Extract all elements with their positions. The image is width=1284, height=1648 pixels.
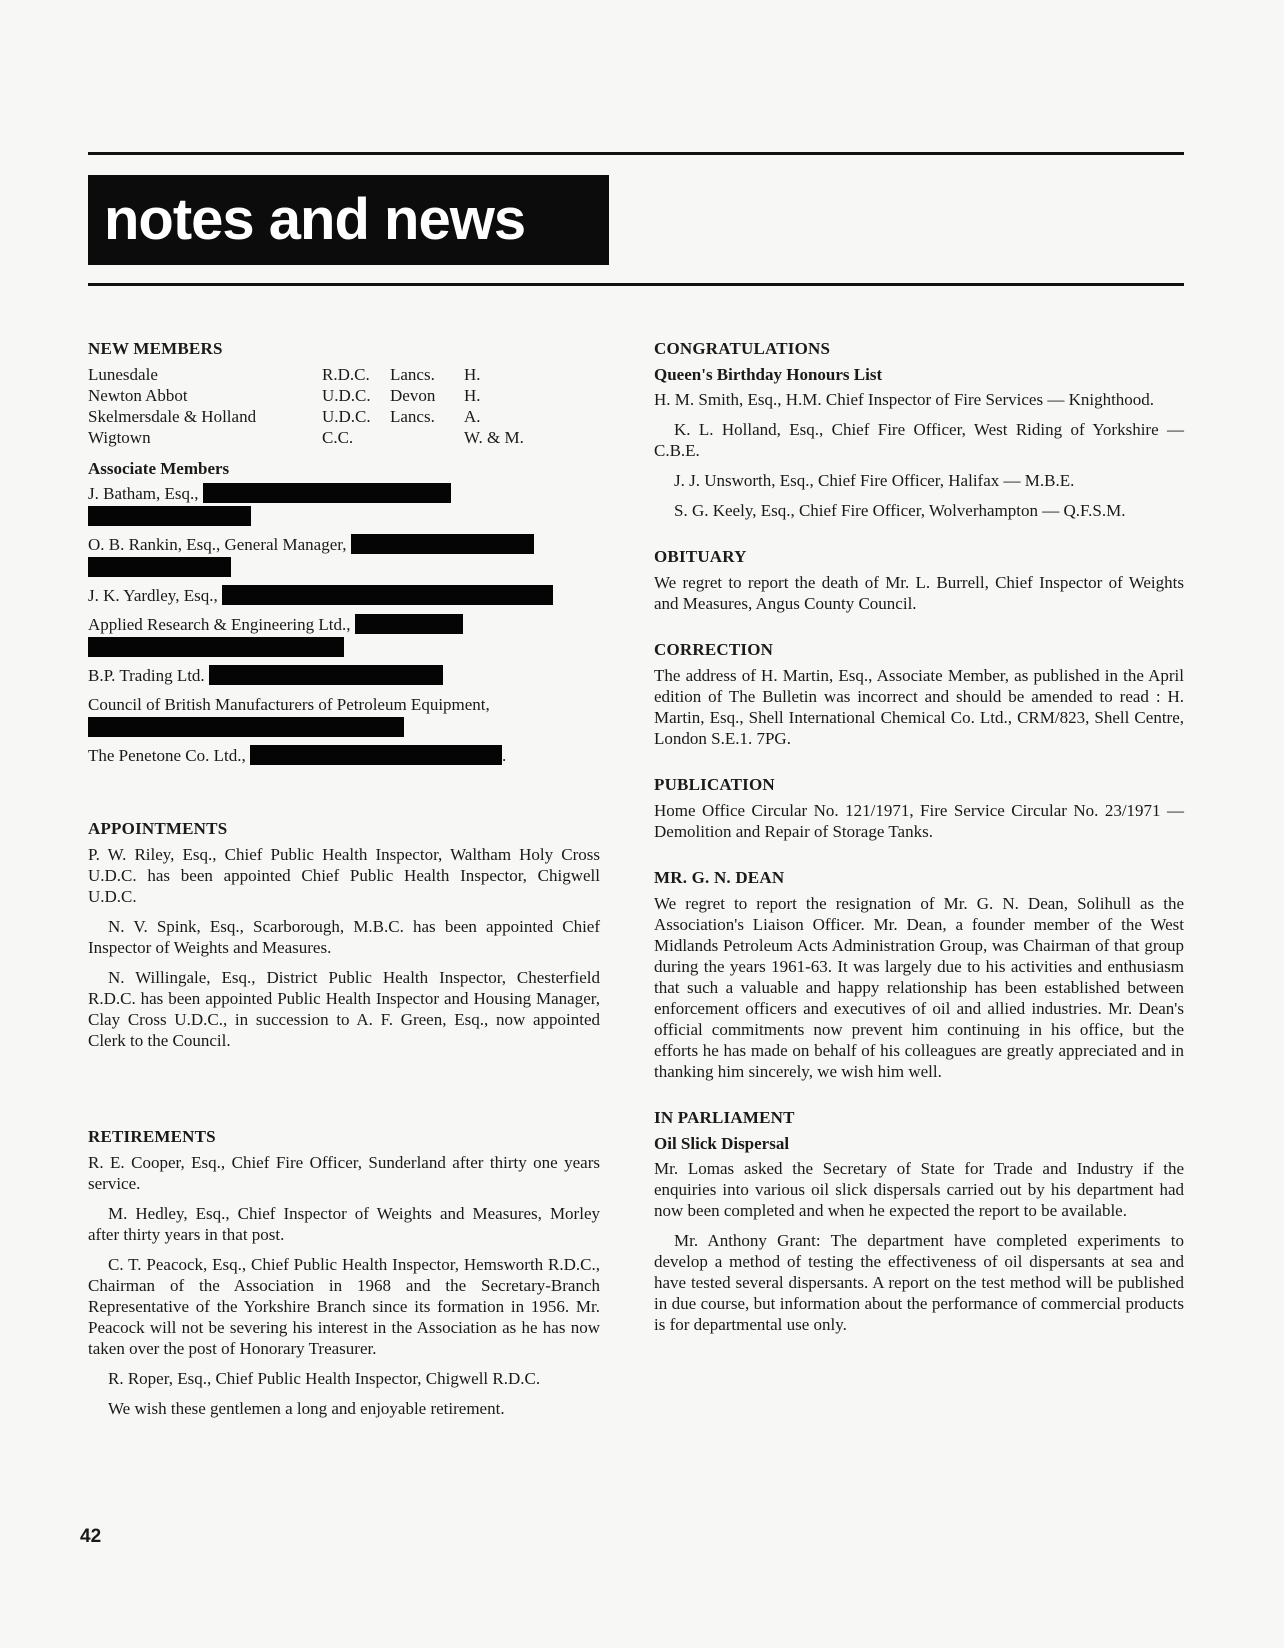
right-column <box>654 338 1184 1344</box>
paragraph: We regret to report the death of Mr. L. Burrell, Chief Inspector of Weights and Measures, Angus County Council. <box>654 573 1184 613</box>
honours-subheading: Queen's Birthday Honours List <box>654 365 883 384</box>
list-item: The Penetone Co. Ltd., . <box>88 746 507 765</box>
list-item: J. Batham, Esq., <box>88 483 600 526</box>
list-item: J. K. Yardley, Esq., <box>88 585 600 606</box>
paragraph: N. Willingale, Esq., District Public Health Inspector, Chesterfield R.D.C. has been appointed Public Health Inspector and Housing Manager, Clay Cross U.D.C., in succession to A. F. Green, Esq., now appointed Clerk to the Council. <box>88 968 600 1050</box>
congratulations-heading: CONGRATULATIONS <box>654 339 831 358</box>
paragraph: K. L. Holland, Esq., Chief Fire Officer, West Riding of Yorkshire — C.B.E. <box>654 420 1184 460</box>
paragraph: Mr. Anthony Grant: The department have completed experiments to develop a method of testing the effectiveness of oil dispersants at sea and have tested several dispersants. A report on the test method will be published in due course, but information about the performance of commercial products is for departmental use only. <box>654 1231 1184 1334</box>
paragraph: R. E. Cooper, Esq., Chief Fire Officer, Sunderland after thirty one years service. <box>88 1153 600 1193</box>
list-item: Applied Research & Engineering Ltd., <box>88 614 600 657</box>
paragraph: R. Roper, Esq., Chief Public Health Inspector, Chigwell R.D.C. <box>108 1369 541 1388</box>
obituary-heading: OBITUARY <box>654 547 747 566</box>
paragraph: The address of H. Martin, Esq., Associate Member, as published in the April edition of The Bulletin was incorrect and should be amended to read : H. Martin, Esq., Shell International Chemical Co. Ltd., CRM/823, Shell Centre, London S.E.1. 7PG. <box>654 666 1184 748</box>
correction-heading: CORRECTION <box>654 640 774 659</box>
redaction-bar <box>222 585 553 605</box>
table-row: Skelmersdale & Holland U.D.C. Lancs. A. <box>88 407 481 426</box>
associate-members-heading: Associate Members <box>88 459 230 478</box>
paragraph: We wish these gentlemen a long and enjoyable retirement. <box>108 1399 505 1418</box>
redaction-bar <box>203 483 451 503</box>
top-rule <box>88 152 1184 155</box>
oil-slick-subheading: Oil Slick Dispersal <box>654 1134 790 1153</box>
table-row: Newton Abbot U.D.C. Devon H. <box>88 386 481 405</box>
list-item: Council of British Manufacturers of Petroleum Equipment, <box>88 694 600 737</box>
redaction-bar <box>88 506 251 526</box>
bottom-rule <box>88 283 1184 286</box>
paragraph: M. Hedley, Esq., Chief Inspector of Weights and Measures, Morley after thirty years in that post. <box>88 1204 600 1244</box>
publication-heading: PUBLICATION <box>654 775 775 794</box>
dean-heading: MR. G. N. DEAN <box>654 868 785 887</box>
new-members-heading: NEW MEMBERS <box>88 339 223 358</box>
parliament-heading: IN PARLIAMENT <box>654 1108 795 1127</box>
list-item: O. B. Rankin, Esq., General Manager, <box>88 534 600 577</box>
paragraph: C. T. Peacock, Esq., Chief Public Health Inspector, Hemsworth R.D.C., Chairman of the Association in 1968 and the Secretary-Branch Representative of the Yorkshire Branch since its formation in 1956. Mr. Peacock will not be severing his interest in the Association as he has now taken over the post of Honorary Treasurer. <box>88 1255 600 1358</box>
redaction-bar <box>355 614 463 634</box>
list-item: B.P. Trading Ltd. <box>88 665 600 686</box>
page-number: 42 <box>80 1526 102 1547</box>
left-column <box>88 338 600 1428</box>
paragraph: We regret to report the resignation of Mr. G. N. Dean, Solihull as the Association's Liaison Officer. Mr. Dean, a founder member of the West Midlands Petroleum Acts Administration Group, was Chairman of that group during the years 1961-63. It was largely due to his activities and enthusiasm that such a valuable and happy relationship has been established between enforcement officers and executives of oil and allied industries. Mr. Dean's official commitments now prevent him continuing in his office, but the efforts he has made on behalf of his colleagues are greatly appreciated and in thanking him sincerely, we wish him well. <box>654 894 1184 1081</box>
new-members-table <box>88 364 536 448</box>
redaction-bar <box>250 745 502 765</box>
redaction-bar <box>88 637 344 657</box>
redaction-bar <box>209 665 443 685</box>
redaction-bar <box>88 717 404 737</box>
redaction-bar <box>88 557 231 577</box>
paragraph: N. V. Spink, Esq., Scarborough, M.B.C. has been appointed Chief Inspector of Weights and Measures. <box>88 917 600 957</box>
retirements-heading: RETIREMENTS <box>88 1127 216 1146</box>
paragraph: P. W. Riley, Esq., Chief Public Health Inspector, Waltham Holy Cross U.D.C. has been appointed Chief Public Health Inspector, Chigwell U.D.C. <box>88 845 600 906</box>
paragraph: J. J. Unsworth, Esq., Chief Fire Officer, Halifax — M.B.E. <box>674 471 1075 490</box>
paragraph: S. G. Keely, Esq., Chief Fire Officer, Wolverhampton — Q.F.S.M. <box>674 501 1126 520</box>
paragraph: Mr. Lomas asked the Secretary of State for Trade and Industry if the enquiries into various oil slick dispersals carried out by his department had now been completed and when he expected the report to be available. <box>654 1159 1184 1220</box>
paragraph: H. M. Smith, Esq., H.M. Chief Inspector of Fire Services — Knighthood. <box>654 390 1155 409</box>
appointments-heading: APPOINTMENTS <box>88 819 228 838</box>
paragraph: Home Office Circular No. 121/1971, Fire Service Circular No. 23/1971 — Demolition and Repair of Storage Tanks. <box>654 801 1184 841</box>
table-row: Wigtown C.C. W. & M. <box>88 428 524 447</box>
section-banner: notes and news <box>88 175 609 265</box>
redaction-bar <box>351 534 534 554</box>
table-row: Lunesdale R.D.C. Lancs. H. <box>88 365 481 384</box>
